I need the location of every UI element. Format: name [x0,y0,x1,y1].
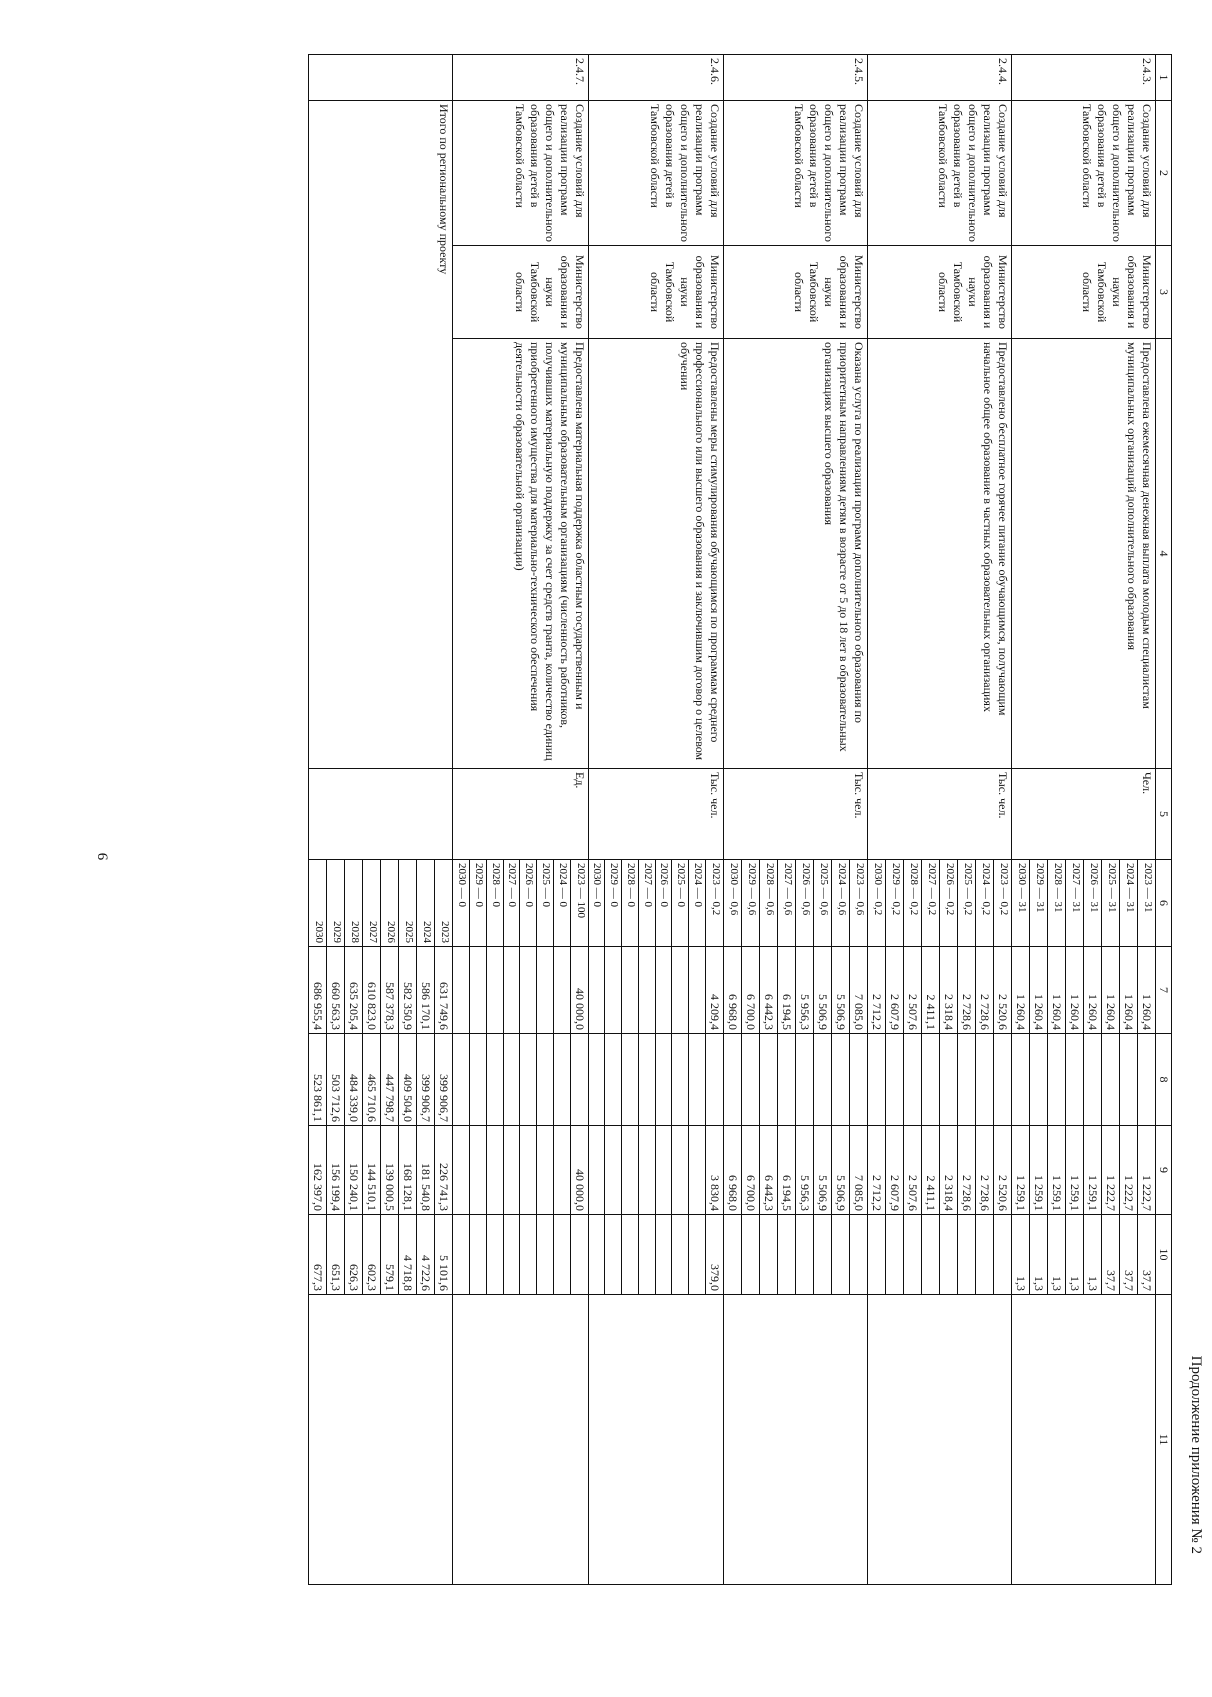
total-local: 4 722,6 [417,1215,435,1295]
amount-local: 1,3 [1048,1215,1066,1295]
amount-regional: 1 222,7 [1102,1126,1120,1215]
total-year: 2023 [435,860,453,947]
amount-federal [796,1034,814,1126]
amount-federal [588,1034,605,1126]
amount-total: 6 194,5 [778,947,796,1034]
executor: Министерство образования и науки Тамбовской области [453,246,588,339]
year-target: 2030 — 31 [1012,860,1030,947]
amount-regional: 1 259,1 [1012,1126,1030,1215]
amount-total: 1 260,4 [1012,947,1030,1034]
goal-text: Создание условий для реализации программ общего и дополнительного образования детей в Тамбовской области [453,101,588,246]
item-code: 2.4.6. [588,55,723,101]
total-federal: 503 712,6 [327,1034,345,1126]
amount-regional: 2 607,9 [886,1126,904,1215]
year-target: 2028 — 0,6 [760,860,778,947]
amount-total: 1 260,4 [1084,947,1102,1034]
year-target: 2024 — 31 [1120,860,1138,947]
amount-regional: 1 259,1 [1048,1126,1066,1215]
amount-total: 2 607,9 [886,947,904,1034]
amount-total: 1 260,4 [1138,947,1156,1034]
total-year: 2025 [399,860,417,947]
amount-total: 2 728,6 [958,947,976,1034]
amount-federal [1084,1034,1102,1126]
amount-regional [588,1126,605,1215]
total-year: 2030 [309,860,327,947]
goal-text: Создание условий для реализации программ общего и дополнительного образования детей в Тамбовской области [724,101,868,246]
year-target: 2023 — 0,6 [850,860,868,947]
result-text: Предоставлены меры стимулирования обучающимся по программам среднего профессионального или высшего образования и заключившим договор о целевом обучении [588,339,723,769]
amount-total [622,947,639,1034]
result-text: Предоставлена материальная поддержка областным государственным и муниципальным образовательным организациям (численность работников, получивших материальную поддержку за счет средств гранта, количество единиц приобретенного имущества для материально-технического обеспечения деятельности образовательной организации) [453,339,588,769]
goal-text: Создание условий для реализации программ общего и дополнительного образования детей в Тамбовской области [588,101,723,246]
amount-local [503,1215,520,1295]
amount-total: 1 260,4 [1120,947,1138,1034]
amount-local [904,1215,922,1295]
amount-federal [453,1034,470,1126]
total-local: 677,3 [309,1215,327,1295]
amount-regional [605,1126,622,1215]
total-year: 2029 [327,860,345,947]
amount-regional [655,1126,672,1215]
result-text: Оказана услуга по реализации программ дополнительного образования по приоритетным направлениям детям в возрасте от 5 до 18 лет в образовательных организациях высшего образования [724,339,868,769]
year-target: 2028 — 0 [622,860,639,947]
table-row [706,55,724,1585]
amount-federal [655,1034,672,1126]
total-amount: 582 350,9 [399,947,417,1034]
amount-federal [814,1034,832,1126]
amount-federal [487,1034,504,1126]
total-regional: 168 128,1 [399,1126,417,1215]
total-federal: 409 504,0 [399,1034,417,1126]
year-target: 2029 — 0,6 [742,860,760,947]
amount-federal [994,1034,1012,1126]
year-target: 2024 — 0,6 [832,860,850,947]
amount-federal [554,1034,571,1126]
total-year: 2028 [345,860,363,947]
total-col11-empty [309,1295,453,1585]
table-row [850,55,868,1585]
amount-local [868,1215,886,1295]
column-number-5: 5 [1156,769,1172,860]
total-local: 4 718,8 [399,1215,417,1295]
year-target: 2025 — 31 [1102,860,1120,947]
result-text: Предоставлено бесплатное горячее питание обучающимся, получающим начальное общее образование в частных образовательных организациях [868,339,1012,769]
total-year: 2027 [363,860,381,947]
amount-local [742,1215,760,1295]
amount-federal [1066,1034,1084,1126]
amount-total: 6 442,3 [760,947,778,1034]
column-number-4: 4 [1156,339,1172,769]
amount-total [453,947,470,1034]
amount-total: 5 506,9 [814,947,832,1034]
total-regional: 226 741,3 [435,1126,453,1215]
total-federal: 465 710,6 [363,1034,381,1126]
amount-regional: 2 712,2 [868,1126,886,1215]
item-code: 2.4.5. [724,55,868,101]
year-target: 2024 — 0,2 [976,860,994,947]
total-amount: 631 749,6 [435,947,453,1034]
executor: Министерство образования и науки Тамбовской области [1012,246,1156,339]
column-number-10: 10 [1156,1215,1172,1295]
amount-regional [487,1126,504,1215]
amount-regional: 2 507,6 [904,1126,922,1215]
amount-local [922,1215,940,1295]
amount-regional: 2 411,1 [922,1126,940,1215]
amount-total: 2 712,2 [868,947,886,1034]
amount-federal [622,1034,639,1126]
amount-local: 1,3 [1066,1215,1084,1295]
unit: Чел. [1012,769,1156,860]
total-local: 651,3 [327,1215,345,1295]
amount-total [672,947,689,1034]
total-code-empty [309,55,453,101]
amount-federal [520,1034,537,1126]
amount-federal [724,1034,742,1126]
amount-federal [1030,1034,1048,1126]
total-local: 5 101,6 [435,1215,453,1295]
budget-table [309,54,1173,1585]
rotated-sheet [112,34,1212,1604]
amount-regional [453,1126,470,1215]
amount-regional [554,1126,571,1215]
amount-local [760,1215,778,1295]
amount-local [487,1215,504,1295]
amount-total: 1 260,4 [1102,947,1120,1034]
column-11-empty [588,1295,723,1585]
amount-local: 37,7 [1120,1215,1138,1295]
column-number-row [1156,55,1172,1585]
amount-federal [850,1034,868,1126]
goal-text: Создание условий для реализации программ общего и дополнительного образования детей в Тамбовской области [1012,101,1156,246]
year-target: 2027 — 31 [1066,860,1084,947]
year-target: 2024 — 0 [554,860,571,947]
amount-total [588,947,605,1034]
year-target: 2025 — 0,2 [958,860,976,947]
year-target: 2026 — 0,2 [940,860,958,947]
total-regional: 150 240,1 [345,1126,363,1215]
total-amount: 586 170,1 [417,947,435,1034]
amount-total: 2 318,4 [940,947,958,1034]
amount-total: 4 209,4 [706,947,724,1034]
amount-total [470,947,487,1034]
amount-local [537,1215,554,1295]
year-target: 2026 — 0 [520,860,537,947]
amount-regional: 1 222,7 [1120,1126,1138,1215]
amount-total: 1 260,4 [1066,947,1084,1034]
year-target: 2023 — 31 [1138,860,1156,947]
amount-regional [503,1126,520,1215]
amount-regional: 2 728,6 [958,1126,976,1215]
column-number-8: 8 [1156,1034,1172,1126]
amount-local [520,1215,537,1295]
amount-regional: 6 442,3 [760,1126,778,1215]
amount-federal [689,1034,706,1126]
amount-federal [904,1034,922,1126]
amount-total: 40 000,0 [570,947,588,1034]
year-target: 2029 — 31 [1030,860,1048,947]
amount-federal [742,1034,760,1126]
amount-regional [470,1126,487,1215]
amount-local [570,1215,588,1295]
amount-local [453,1215,470,1295]
amount-regional: 2 520,6 [994,1126,1012,1215]
total-label: Итого по региональному проекту [309,101,453,769]
total-federal: 484 339,0 [345,1034,363,1126]
total-local: 602,3 [363,1215,381,1295]
total-regional: 139 000,5 [381,1126,399,1215]
amount-regional: 5 506,9 [814,1126,832,1215]
column-11-empty [453,1295,588,1585]
amount-federal [868,1034,886,1126]
amount-federal [976,1034,994,1126]
year-target: 2027 — 0 [503,860,520,947]
executor: Министерство образования и науки Тамбовской области [588,246,723,339]
unit: Тыс. чел. [588,769,723,860]
table-row [994,55,1012,1585]
amount-regional [622,1126,639,1215]
amount-regional: 6 968,0 [724,1126,742,1215]
amount-regional: 5 506,9 [832,1126,850,1215]
year-target: 2030 — 0,6 [724,860,742,947]
amount-local: 1,3 [1030,1215,1048,1295]
year-target: 2026 — 31 [1084,860,1102,947]
amount-local [976,1215,994,1295]
table-body [309,55,1156,1585]
amount-regional [689,1126,706,1215]
amount-local [958,1215,976,1295]
year-target: 2025 — 0 [672,860,689,947]
amount-regional: 7 085,0 [850,1126,868,1215]
total-amount: 660 563,3 [327,947,345,1034]
amount-local [724,1215,742,1295]
amount-federal [886,1034,904,1126]
amount-local: 37,7 [1138,1215,1156,1295]
goal-text: Создание условий для реализации программ общего и дополнительного образования детей в Тамбовской области [868,101,1012,246]
amount-local [689,1215,706,1295]
amount-local [814,1215,832,1295]
unit: Ед. [453,769,588,860]
amount-federal [639,1034,656,1126]
year-target: 2028 — 0 [487,860,504,947]
amount-total [689,947,706,1034]
year-target: 2027 — 0,6 [778,860,796,947]
amount-federal [958,1034,976,1126]
amount-total: 1 260,4 [1030,947,1048,1034]
amount-federal [503,1034,520,1126]
amount-total: 2 520,6 [994,947,1012,1034]
amount-total: 5 956,3 [796,947,814,1034]
year-target: 2030 — 0,2 [868,860,886,947]
amount-total [655,947,672,1034]
amount-local: 379,0 [706,1215,724,1295]
amount-federal [760,1034,778,1126]
amount-regional: 2 318,4 [940,1126,958,1215]
item-code: 2.4.4. [868,55,1012,101]
year-target: 2027 — 0 [639,860,656,947]
amount-regional: 40 000,0 [570,1126,588,1215]
total-federal: 447 798,7 [381,1034,399,1126]
total-year: 2024 [417,860,435,947]
year-target: 2023 — 0,2 [706,860,724,947]
amount-federal [1012,1034,1030,1126]
amount-federal [672,1034,689,1126]
total-regional: 144 510,1 [363,1126,381,1215]
total-federal: 399 906,7 [417,1034,435,1126]
amount-total: 1 260,4 [1048,947,1066,1034]
amount-local [778,1215,796,1295]
amount-federal [1138,1034,1156,1126]
year-target: 2030 — 0 [453,860,470,947]
total-amount: 686 955,4 [309,947,327,1034]
unit: Тыс. чел. [724,769,868,860]
amount-federal [470,1034,487,1126]
amount-regional: 3 830,4 [706,1126,724,1215]
executor: Министерство образования и науки Тамбовской области [724,246,868,339]
amount-local [886,1215,904,1295]
year-target: 2029 — 0 [605,860,622,947]
amount-regional [672,1126,689,1215]
amount-total: 2 728,6 [976,947,994,1034]
amount-local: 1,3 [1084,1215,1102,1295]
amount-local [639,1215,656,1295]
amount-local: 37,7 [1102,1215,1120,1295]
amount-federal [570,1034,588,1126]
amount-local [470,1215,487,1295]
amount-regional: 6 194,5 [778,1126,796,1215]
amount-federal [922,1034,940,1126]
amount-total: 2 411,1 [922,947,940,1034]
amount-regional: 6 700,0 [742,1126,760,1215]
amount-federal [1048,1034,1066,1126]
amount-local [655,1215,672,1295]
column-11-empty [724,1295,868,1585]
column-number-2: 2 [1156,101,1172,246]
amount-local [672,1215,689,1295]
amount-total: 5 506,9 [832,947,850,1034]
unit: Тыс. чел. [868,769,1012,860]
total-local: 579,1 [381,1215,399,1295]
column-number-6: 6 [1156,860,1172,947]
year-target: 2026 — 0 [655,860,672,947]
amount-total: 6 700,0 [742,947,760,1034]
year-target: 2030 — 0 [588,860,605,947]
table-row [1138,55,1156,1585]
appendix-note: Продолжение приложения № 2 [1188,1355,1204,1554]
result-text: Предоставлена ежемесячная денежная выплата молодым специалистам муниципальных организаций дополнительного образования [1012,339,1156,769]
total-row [435,55,453,1585]
amount-total: 2 507,6 [904,947,922,1034]
amount-local [622,1215,639,1295]
page-number: 9 [95,852,112,861]
year-target: 2029 — 0 [470,860,487,947]
amount-federal [832,1034,850,1126]
amount-federal [1120,1034,1138,1126]
column-number-11: 11 [1156,1295,1172,1585]
year-target: 2028 — 0,2 [904,860,922,947]
amount-regional [537,1126,554,1215]
year-target: 2027 — 0,2 [922,860,940,947]
amount-regional: 5 956,3 [796,1126,814,1215]
table-row [570,55,588,1585]
amount-regional: 1 222,7 [1138,1126,1156,1215]
amount-local [588,1215,605,1295]
year-target: 2026 — 0,6 [796,860,814,947]
column-11-empty [868,1295,1012,1585]
amount-total [520,947,537,1034]
amount-federal [605,1034,622,1126]
total-year: 2026 [381,860,399,947]
amount-federal [537,1034,554,1126]
amount-total [605,947,622,1034]
amount-federal [706,1034,724,1126]
amount-local [940,1215,958,1295]
amount-regional [639,1126,656,1215]
amount-total: 7 085,0 [850,947,868,1034]
total-federal: 523 861,1 [309,1034,327,1126]
amount-local [832,1215,850,1295]
amount-regional: 1 259,1 [1066,1126,1084,1215]
total-regional: 181 540,8 [417,1126,435,1215]
amount-local: 1,3 [1012,1215,1030,1295]
amount-total [503,947,520,1034]
column-11-empty [1012,1295,1156,1585]
amount-federal [940,1034,958,1126]
year-target: 2023 — 0,2 [994,860,1012,947]
year-target: 2023 — 100 [570,860,588,947]
amount-federal [778,1034,796,1126]
year-target: 2025 — 0 [537,860,554,947]
amount-local [605,1215,622,1295]
amount-regional: 1 259,1 [1084,1126,1102,1215]
amount-total [639,947,656,1034]
year-target: 2025 — 0,6 [814,860,832,947]
column-number-7: 7 [1156,947,1172,1034]
amount-local [994,1215,1012,1295]
total-federal: 399 906,7 [435,1034,453,1126]
item-code: 2.4.7. [453,55,588,101]
total-amount: 587 378,3 [381,947,399,1034]
amount-local [850,1215,868,1295]
amount-total [537,947,554,1034]
column-number-9: 9 [1156,1126,1172,1215]
amount-regional: 1 259,1 [1030,1126,1048,1215]
total-regional: 156 199,4 [327,1126,345,1215]
amount-federal [1102,1034,1120,1126]
column-number-1: 1 [1156,55,1172,101]
amount-total [487,947,504,1034]
amount-local [796,1215,814,1295]
amount-local [554,1215,571,1295]
total-regional: 162 397,0 [309,1126,327,1215]
amount-regional [520,1126,537,1215]
total-local: 626,3 [345,1215,363,1295]
amount-regional: 2 728,6 [976,1126,994,1215]
amount-total [554,947,571,1034]
year-target: 2029 — 0,2 [886,860,904,947]
year-target: 2024 — 0 [689,860,706,947]
column-number-3: 3 [1156,246,1172,339]
executor: Министерство образования и науки Тамбовской области [868,246,1012,339]
amount-total: 6 968,0 [724,947,742,1034]
total-amount: 635 205,4 [345,947,363,1034]
item-code: 2.4.3. [1012,55,1156,101]
year-target: 2028 — 31 [1048,860,1066,947]
total-amount: 610 823,0 [363,947,381,1034]
total-unit-empty [309,769,453,860]
